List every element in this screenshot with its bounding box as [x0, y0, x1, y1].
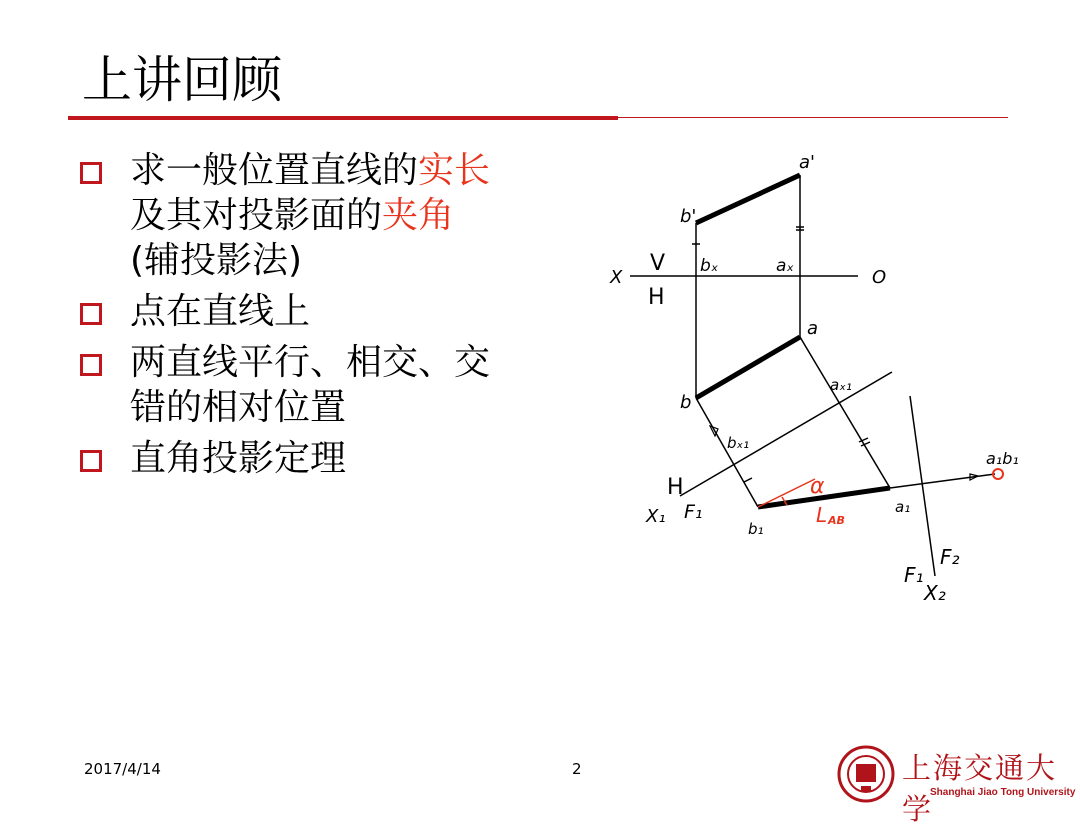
projector-a1 [800, 337, 890, 488]
title-rule [68, 116, 618, 120]
bullet-text: 直角投影定理 [130, 438, 347, 479]
label-b: b [680, 392, 692, 413]
highlighted-text: 夹角 [382, 195, 455, 236]
checkbox-bullet-icon [80, 162, 102, 184]
bullet-list [78, 148, 598, 487]
bullet-item [78, 148, 598, 283]
label-a1b1: a₁b₁ [986, 449, 1019, 468]
bullet-line [130, 193, 598, 238]
label-bx1: bₓ₁ [727, 434, 750, 452]
logo-subtitle: Shanghai Jiao Tong University [930, 787, 1076, 798]
bullet-line [130, 340, 598, 385]
label-f1: F₁ [684, 501, 703, 523]
label-ax1: aₓ₁ [830, 376, 852, 394]
bullet-item [78, 340, 598, 430]
label-x2: X₂ [924, 581, 946, 605]
label-f1b: F₁ [904, 563, 924, 587]
label-x: X [610, 267, 623, 288]
label-a-prime: a' [799, 152, 815, 173]
footer-date: 2017/4/14 [84, 760, 161, 778]
bullet-text: 两直线平行、相交、交 [130, 342, 491, 383]
label-x1: X₁ [646, 506, 666, 527]
label-bx: bₓ [700, 256, 719, 276]
bullet-text: 及其对投影面的 [130, 195, 383, 236]
bullet-line [130, 436, 598, 481]
checkbox-bullet-icon [80, 450, 102, 472]
label-b1: b₁ [748, 520, 764, 538]
checkbox-bullet-icon [80, 354, 102, 376]
label-o: O [872, 267, 887, 288]
line-a-prime-b-prime [696, 175, 800, 223]
bullet-line [130, 385, 598, 430]
bullet-text: (辅投影法) [130, 240, 303, 281]
label-a: a [807, 318, 819, 339]
bullet-line [130, 238, 598, 283]
label-b-prime: b' [680, 206, 697, 227]
footer-page-number: 2 [572, 760, 582, 778]
label-ax: aₓ [776, 256, 794, 276]
projector-b1 [696, 398, 758, 507]
label-v: V [650, 251, 666, 276]
bullet-text: 求一般位置直线的 [130, 150, 419, 191]
projection-diagram [600, 150, 1030, 610]
label-lab-sub: AB [828, 514, 845, 527]
label-f2: F₂ [940, 545, 960, 569]
label-h: H [648, 285, 665, 310]
checkbox-bullet-icon [80, 303, 102, 325]
bullet-item [78, 289, 598, 334]
projector-a1b1 [890, 474, 995, 488]
label-lab: L [816, 503, 828, 527]
highlighted-text: 实长 [418, 150, 491, 191]
logo-text: 上海交通大学 [902, 751, 1058, 826]
title-rule-thin [618, 117, 1008, 118]
label-a1: a₁ [895, 498, 911, 516]
bullet-text: 点在直线上 [130, 291, 311, 332]
label-alpha: α [810, 474, 825, 499]
x2-axis [910, 396, 935, 576]
bullet-item [78, 436, 598, 481]
label-h2: H [667, 475, 684, 500]
line-ab [696, 337, 800, 398]
bullet-text: 错的相对位置 [130, 387, 347, 428]
bullet-line [130, 289, 598, 334]
bullet-line [130, 148, 598, 193]
slide-title: 上讲回顾 [82, 51, 282, 109]
